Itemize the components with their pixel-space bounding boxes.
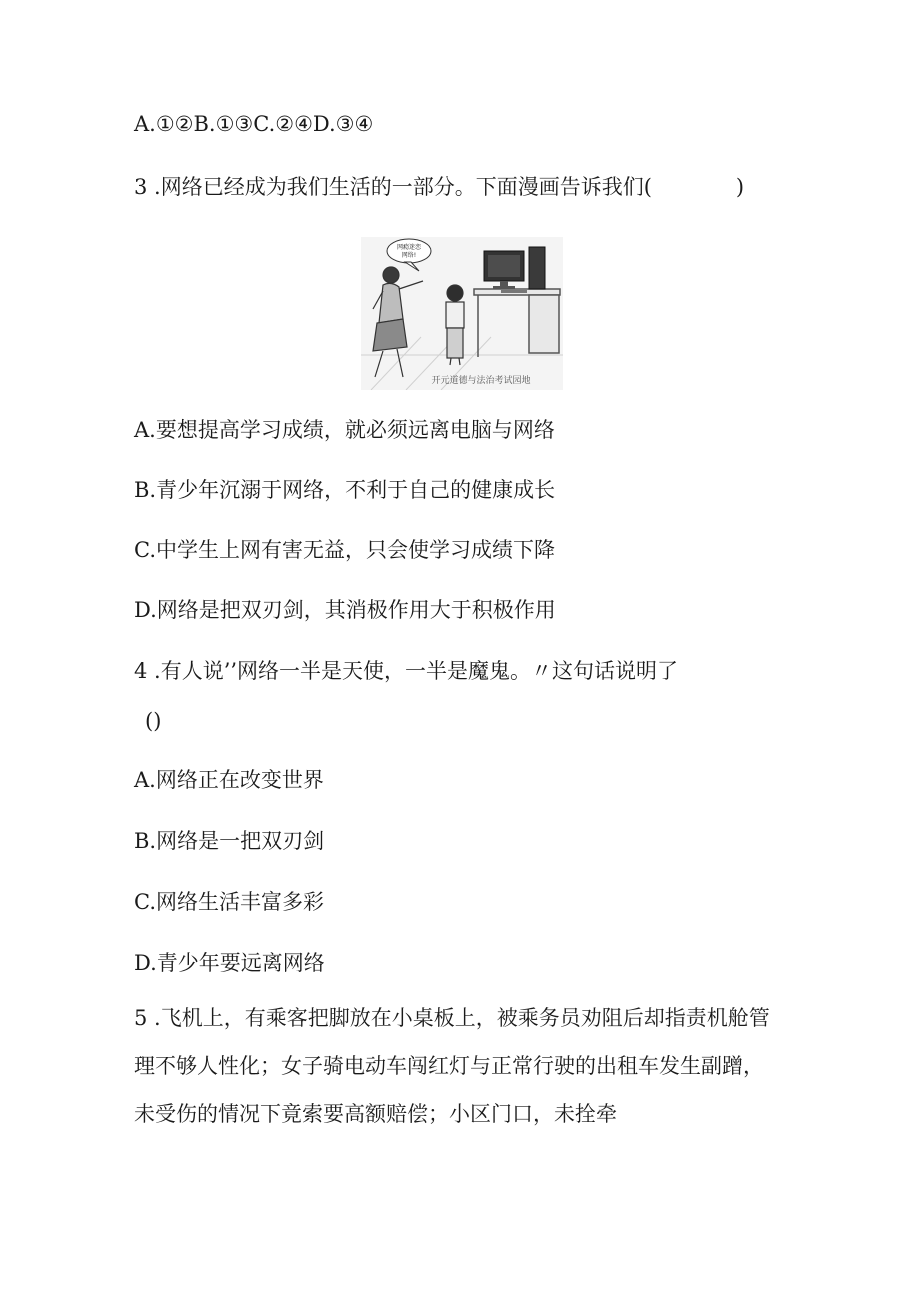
option-b: B.青少年沉溺于网络，不利于自己的健康成长 xyxy=(134,478,556,502)
question-text-line: 5 .飞机上，有乘客把脚放在小桌板上，被乘务员劝阻后却指责机舱管 xyxy=(134,1006,770,1030)
question-text-line: 理不够人性化；女子骑电动车闯红灯与正常行驶的出租车发生副蹭， xyxy=(134,1054,764,1078)
answer-paren: () xyxy=(145,709,162,733)
options-line: A.①②B.①③C.②④D.③④ xyxy=(134,112,374,136)
option-a: A.网络正在改变世界 xyxy=(134,768,324,792)
svg-text:网瘾迷恋: 网瘾迷恋 xyxy=(396,244,422,251)
question-text-line: 未受伤的情况下竟索要高额赔偿；小区门口，未拴牵 xyxy=(134,1102,617,1126)
cartoon-illustration xyxy=(361,237,563,390)
question-stem: 3 .网络已经成为我们生活的一部分。下面漫画告诉我们( ) xyxy=(134,175,745,199)
option-a: A.要想提高学习成绩，就必须远离电脑与网络 xyxy=(134,418,555,442)
option-b: B.网络是一把双刃剑 xyxy=(134,829,325,853)
computer-monitor xyxy=(484,247,545,293)
option-c: C.中学生上网有害无益，只会使学习成绩下降 xyxy=(134,538,555,562)
boy-figure xyxy=(446,285,464,365)
watermark: 开元道德与法治考试园地 xyxy=(431,376,531,386)
option-d: D.青少年要远离网络 xyxy=(134,951,325,975)
svg-text:网络!: 网络! xyxy=(401,252,417,259)
option-c: C.网络生活丰富多彩 xyxy=(134,890,324,914)
option-d: D.网络是把双刃剑，其消极作用大于积极作用 xyxy=(134,598,556,622)
question-stem: 4 .有人说’’网络一半是天使，一半是魔鬼。〃这句话说明了 xyxy=(134,659,679,683)
